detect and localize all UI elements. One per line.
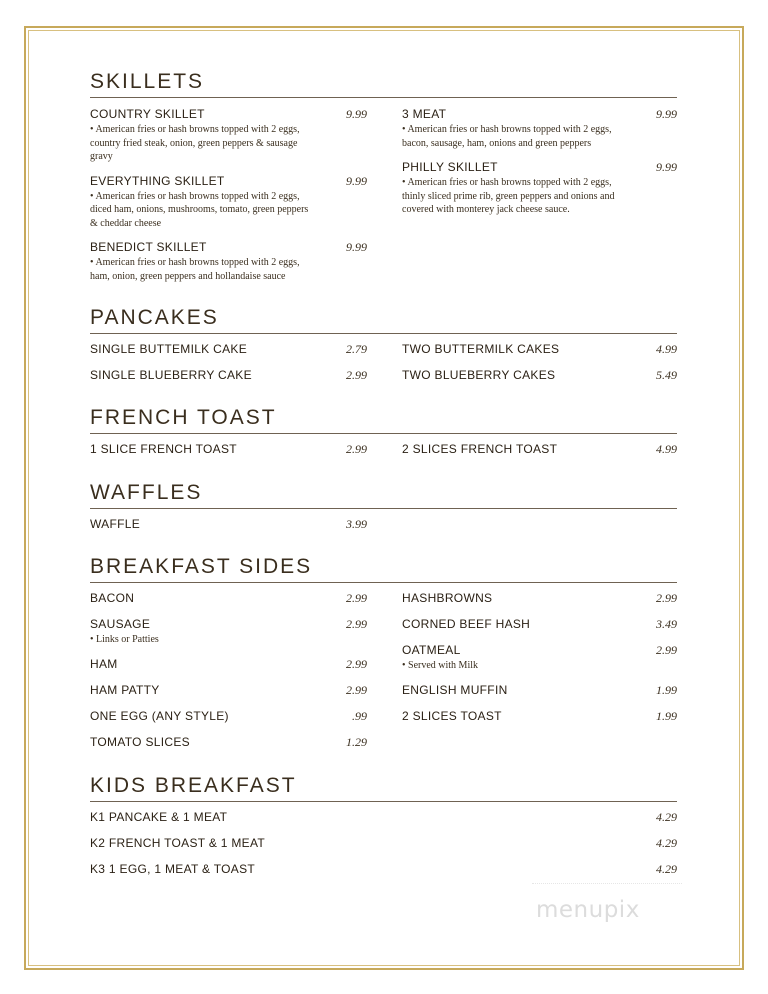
- item-name: EVERYTHING SKILLET: [90, 173, 225, 188]
- item-description: • Served with Milk: [402, 660, 478, 671]
- menu-item: [402, 107, 677, 150]
- menu-item: [90, 517, 367, 532]
- menu-item: [90, 735, 367, 750]
- item-price: 1.29: [346, 734, 367, 749]
- item-name: ENGLISH MUFFIN: [402, 682, 508, 697]
- item-name: BACON: [90, 591, 135, 605]
- menu-item: [90, 709, 367, 724]
- item-price: 1.99: [656, 708, 677, 723]
- item-name: OATMEAL: [402, 643, 461, 657]
- item-price: 4.29: [656, 836, 677, 850]
- item-price: 2.99: [346, 682, 367, 697]
- item-description: • American fries or hash browns topped with 2 eggs, ham, onion, green peppers and hollandaise sauce: [90, 257, 300, 282]
- item-name: SAUSAGE: [90, 617, 151, 631]
- item-name: HAM PATTY: [90, 682, 160, 697]
- menu-item: [90, 617, 367, 647]
- item-name: K2 FRENCH TOAST & 1 MEAT: [90, 836, 266, 850]
- item-name: SINGLE BLUEBERRY CAKE: [90, 368, 252, 382]
- item-description: • American fries or hash browns topped with 2 eggs, bacon, sausage, ham, onions and green peppers: [402, 124, 612, 149]
- menu-item: [402, 342, 677, 357]
- section-breakfast-sides: [90, 553, 677, 749]
- item-name: 3 MEAT: [402, 107, 447, 121]
- section-french-toast: [90, 404, 677, 456]
- menu-item: [402, 368, 677, 383]
- section-pancakes: [90, 304, 677, 382]
- section-title: SKILLETS: [90, 68, 677, 98]
- item-price: 9.99: [346, 240, 367, 254]
- menu-item: [90, 342, 367, 357]
- item-price: 9.99: [656, 160, 677, 174]
- item-name: PHILLY SKILLET: [402, 160, 498, 174]
- menu-item: [402, 709, 677, 724]
- item-description: • American fries or hash browns topped with 2 eggs, country fried steak, onion, green peppers & sausage gravy: [90, 124, 300, 162]
- item-name: TOMATO SLICES: [90, 734, 190, 749]
- item-name: 2 SLICES FRENCH TOAST: [402, 442, 558, 456]
- item-price: 2.99: [346, 617, 367, 631]
- item-price: 2.79: [346, 342, 367, 356]
- watermark-divider: [532, 883, 682, 886]
- menu-item: [402, 643, 677, 673]
- menu-item: [90, 442, 367, 457]
- menu-item: [90, 591, 367, 606]
- item-name: ONE EGG (ANY STYLE): [90, 708, 229, 723]
- section-waffles: [90, 479, 677, 531]
- item-price: 9.99: [346, 107, 367, 121]
- item-description: • American fries or hash browns topped with 2 eggs, thinly sliced prime rib, green peppers and onions and covered with monterey jack cheese sauce.: [402, 177, 615, 215]
- item-description: • American fries or hash browns topped with 2 eggs, diced ham, onions, mushrooms, tomato, green peppers & cheddar cheese: [90, 190, 309, 229]
- item-name: HASHBROWNS: [402, 591, 493, 605]
- item-name: TWO BLUEBERRY CAKES: [402, 368, 556, 382]
- item-price: 2.99: [346, 591, 367, 605]
- menu-item: [90, 862, 677, 877]
- item-price: 2.99: [346, 442, 367, 456]
- item-name: CORNED BEEF HASH: [402, 617, 531, 631]
- section-title: PANCAKES: [90, 304, 677, 334]
- item-name: COUNTRY SKILLET: [90, 107, 205, 121]
- menu-item: [90, 240, 367, 283]
- section-title: BREAKFAST SIDES: [90, 553, 677, 583]
- item-price: 2.99: [346, 656, 367, 671]
- menu-item: [402, 617, 677, 632]
- item-price: 3.49: [656, 617, 677, 631]
- item-price: 9.99: [346, 173, 367, 188]
- section-kids-breakfast: [90, 772, 677, 876]
- menu-item: [402, 160, 677, 217]
- item-description: • Links or Patties: [90, 634, 159, 645]
- item-name: 2 SLICES TOAST: [402, 708, 502, 723]
- menu-item: [90, 683, 367, 698]
- item-name: SINGLE BUTTEMILK CAKE: [90, 342, 248, 356]
- item-name: HAM: [90, 656, 118, 671]
- item-price: 4.29: [656, 810, 677, 824]
- item-price: 9.99: [656, 107, 677, 121]
- item-price: 1.99: [656, 682, 677, 697]
- item-name: BENEDICT SKILLET: [90, 240, 207, 254]
- item-price: 4.99: [656, 342, 677, 356]
- item-price: .99: [352, 708, 367, 723]
- menu-item: [90, 836, 677, 851]
- section-title: KIDS BREAKFAST: [90, 772, 677, 802]
- menu-item: [402, 442, 677, 457]
- item-price: 2.99: [346, 368, 367, 382]
- menu-item: [90, 368, 367, 383]
- item-price: 5.49: [656, 368, 677, 382]
- item-name: K1 PANCAKE & 1 MEAT: [90, 810, 228, 824]
- item-name: TWO BUTTERMILK CAKES: [402, 342, 560, 356]
- item-name: 1 SLICE FRENCH TOAST: [90, 442, 237, 456]
- item-name: K3 1 EGG, 1 MEAT & TOAST: [90, 862, 256, 876]
- item-price: 4.29: [656, 862, 677, 876]
- item-price: 3.99: [346, 517, 367, 531]
- menu-item: [90, 107, 367, 164]
- item-price: 4.99: [656, 442, 677, 456]
- menu-item: [90, 174, 367, 231]
- section-title: WAFFLES: [90, 479, 677, 509]
- menu-item: [402, 591, 677, 606]
- item-price: 2.99: [656, 643, 677, 657]
- item-price: 2.99: [656, 591, 677, 605]
- menu-item: [90, 657, 367, 672]
- section-title: FRENCH TOAST: [90, 404, 677, 434]
- watermark-logo: menupix: [536, 897, 640, 923]
- menu-item: [402, 683, 677, 698]
- menu-item: [90, 810, 677, 825]
- item-name: WAFFLE: [90, 517, 141, 531]
- section-skillets: [90, 68, 677, 282]
